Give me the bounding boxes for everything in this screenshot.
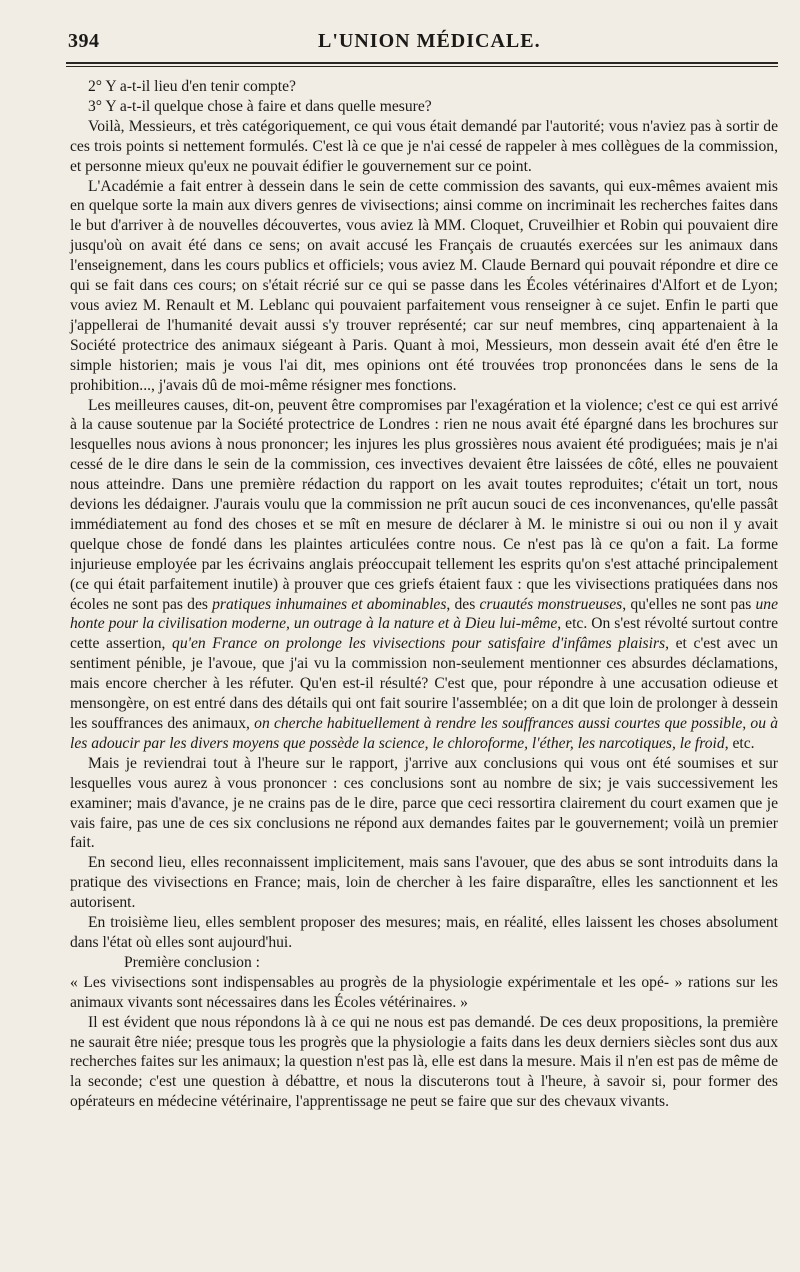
paragraph-with-italics: [70, 396, 778, 754]
article-body: [70, 77, 778, 1112]
journal-title: L'UNION MÉDICALE.: [318, 30, 541, 52]
paragraph: 2° Y a-t-il lieu d'en tenir compte?: [88, 78, 296, 95]
header-rule: [66, 62, 778, 64]
text-run: , qu'elles ne sont pas: [622, 595, 756, 613]
paragraph: Il est évident que nous répondons là à ce qui ne nous est pas demandé. De ces deux propositions, la première ne saurait être niée; presque tous les progrès que la physiologie a faits dans les deux derniers siècles sont dus aux recherches faites sur les animaux; la question n'est pas là, elle est dans la mesure. Mais il n'en est pas de même de la seconde; c'est une question à débattre, et nous la discuterons tout à l'heure, à savoir si, pour former des opérateurs en médecine vétérinaire, l'apprentissage ne peut se faire que sur des chevaux vivants.: [70, 1013, 778, 1111]
header-rule-thin: [66, 66, 778, 67]
text-run: , et c'est avec un sentiment pénible, je l'avoue, que j'ai vu la commission non-seulement mentionner ces absurdes déclamations, mais encore chercher à les réfuter. Qu'en est-il résulté? C'est que, pour répondre à une accusation odieuse et mensongère, on est entré dans des détails qui ont fait sourire l'assemblée; on a dit que loin de prolonger à dessein les souffrances des animaux,: [70, 635, 778, 732]
paragraph: L'Académie a fait entrer à dessein dans le sein de cette commission des savants, qui eux-mêmes avaient mis en quelque sorte la main aux divers genres de vivisections; ainsi comme on incriminait les recherches faites dans le but d'arriver à de nouvelles découvertes, vous aviez là MM. Cloquet, Cruveilhier et Robin qui pouvaient dire jusqu'où on avait été dans ce sens; on avait accusé les Français de cruautés exercées sur les animaux dans l'enseignement, dans les cours publics et officiels; vous aviez M. Claude Bernard qui pouvait répondre et dire ce qui se fait dans ces cours; on s'était récrié sur ce qui se passe dans les Écoles vétérinaires d'Alfort et de Lyon; vous aviez M. Renault et M. Leblanc qui pouvaient parfaitement vous renseigner à ce sujet. Enfin le parti que j'appellerai de l'humanité devait aussi s'y trouver représenté; car sur neuf membres, cinq appartenaient à la Société protectrice des animaux siégeant à Paris. Quant à moi, Messieurs, mon dessein avait été d'en être le simple historien; mais je vous l'ai dit, mes opinions ont été trouvées trop prononcées dans le sens de la prohibition..., j'avais dû de moi-même résigner mes fonctions.: [70, 177, 778, 394]
text-run: Les meilleures causes, dit-on, peuvent être compromises par l'exagération et la violence; c'est ce qui est arrivé à la cause soutenue par la Société protectrice de Londres : rien ne nous avait été épargné dans les brochures sur lesquelles nous avions à nous prononcer; les injures les plus grossières nous avaient été prodiguées; mais je n'ai cessé de le dire dans le sein de la commission, ces invectives devaient être laissées de côté, elles ne pouvaient nous atteindre. Dans une première rédaction du rapport on les avait toutes reproduites; c'était un tort, nous devions les dédaigner. J'aurais voulu que la commission ne prît aucun souci de ces inconvenances, qu'elle passât immédiatement au fond des choses et se mît en mesure de déclarer à M. le ministre si oui ou non il y avait quelque chose de fondé dans les plaintes articulées contre nous. Ce n'est pas là ce qu'on a fait. La forme injurieuse employée par les écrivains anglais préoccupait tellement les esprits qu'on s'est attaché principalement (ce qui était parfaitement inutile) à prouver que ces griefs étaient faux : que les vivisections pratiquées dans nos écoles ne sont pas des: [70, 396, 778, 613]
italic-run: cruautés monstrueuses: [479, 595, 623, 613]
italic-run: qu'en France on prolonge les vivisections pour satisfaire d'infâmes plaisirs: [172, 635, 666, 653]
italic-run: on cherche habituellement à rendre les souffrances aussi courtes que possible, ou à les adoucir par les divers moyens que possède la science, le chloroforme, l'éther, les narcotiques, le froid: [70, 715, 779, 752]
text-run: , etc.: [724, 734, 755, 752]
paragraph: Mais je reviendrai tout à l'heure sur le rapport, j'arrive aux conclusions qui vous ont été soumises et sur lesquelles vous aurez à vous prononcer : ces conclusions sont au nombre de six; je vais successivement les examiner; mais d'avance, je ne crains pas de le dire, parce que ceci ressortira clairement du court examen que je vais faire, pas une de ces six conclusions ne répond aux demandes faites par le gouvernement; voilà un premier fait.: [70, 754, 778, 852]
quoted-conclusion: « Les vivisections sont indispensables au progrès de la physiologie expérimentale et les opé- » rations sur les animaux vivants sont nécessaires dans les Écoles vétérinaires. »: [70, 973, 778, 1011]
paragraph: En troisième lieu, elles semblent proposer des mesures; mais, en réalité, elles laissent les choses absolument dans l'état où elles sont aujourd'hui.: [70, 914, 778, 951]
paragraph: Voilà, Messieurs, et très catégoriquement, ce qui vous était demandé par l'autorité; vous n'aviez pas à sortir de ces trois points si nettement formulés. C'est là ce que je n'ai cessé de rappeler à mes collègues de la commission, et personne mieux qu'eux ne pouvait édifier le gouvernement sur ce point.: [70, 117, 778, 175]
page-number: 394: [68, 30, 100, 52]
text-run: , etc. On s'est révolté surtout contre cette assertion,: [70, 615, 778, 653]
section-heading: Première conclusion :: [124, 953, 260, 971]
page-header: [70, 22, 778, 58]
italic-run: une honte pour la civilisation moderne, un outrage à la nature et à Dieu lui-même: [70, 595, 779, 633]
italic-run: pratiques inhumaines et abominables: [212, 595, 447, 613]
paragraph: 3° Y a-t-il quelque chose à faire et dans quelle mesure?: [88, 97, 432, 115]
text-run: , des: [446, 595, 480, 613]
paragraph: En second lieu, elles reconnaissent implicitement, mais sans l'avouer, que des abus se sont introduits dans la pratique des vivisections en France; mais, loin de chercher à les faire disparaître, elles les sanctionnent et les autorisent.: [70, 854, 778, 912]
